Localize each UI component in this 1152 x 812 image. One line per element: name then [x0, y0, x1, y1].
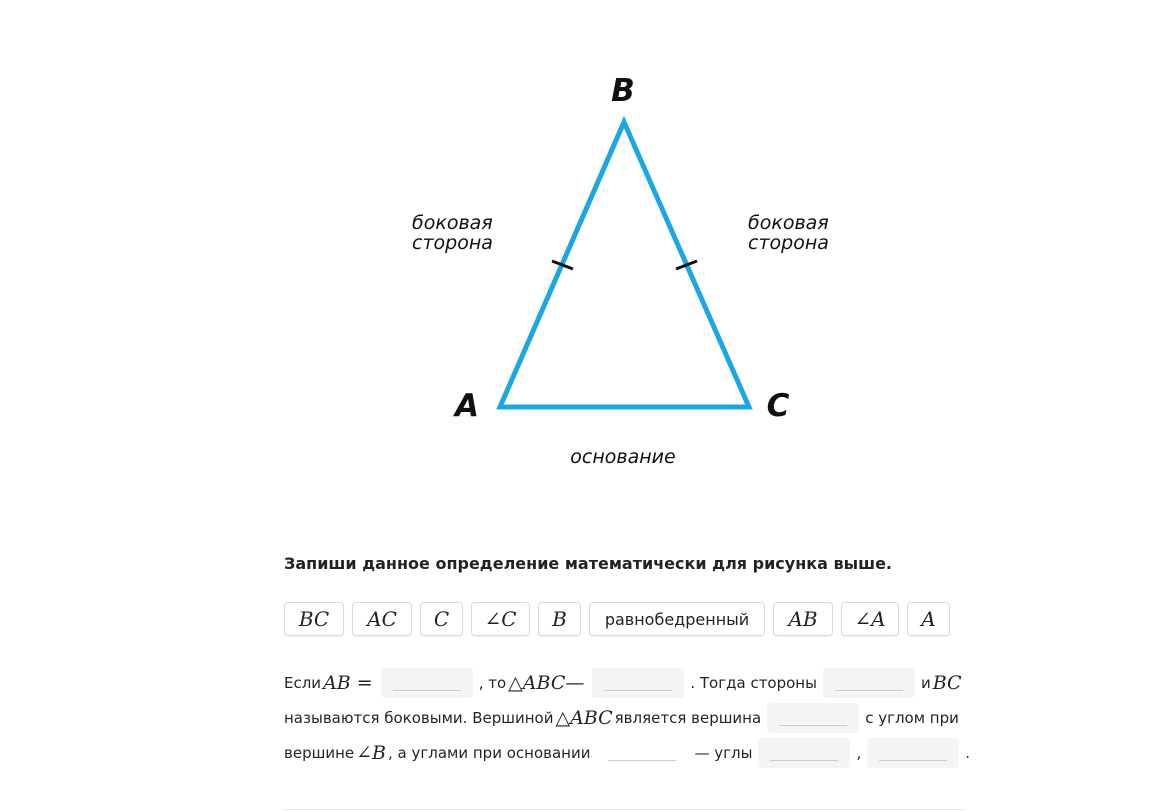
text-with-angle-at: с углом при — [865, 709, 959, 727]
left-side-label-line1: боковая — [412, 212, 493, 234]
blank-1[interactable] — [381, 668, 473, 698]
text-period: . — [965, 744, 970, 762]
blank-4[interactable] — [767, 703, 859, 733]
chip-angle-c[interactable]: ∠C — [471, 602, 530, 636]
task-prompt: Запиши данное определение математически для рисунка выше. — [284, 554, 893, 573]
vertex-label-b: B — [611, 73, 635, 109]
text-if: Если — [284, 674, 322, 692]
math-triangle-abc-2: △ABC — [555, 707, 613, 729]
chip-isosceles[interactable]: равнобедренный — [589, 602, 765, 636]
text-base-angles: , а углами при основании — [388, 744, 591, 762]
blank-2[interactable] — [592, 668, 684, 698]
blank-7[interactable] — [867, 738, 959, 768]
text-then-sides: . Тогда стороны — [690, 674, 817, 692]
text-is-vertex: является вершина — [614, 709, 762, 727]
math-bc: BC — [932, 672, 962, 694]
blank-5[interactable] — [596, 738, 688, 768]
chip-angle-a[interactable]: ∠A — [841, 602, 899, 636]
math-triangle-abc: △ABC— — [508, 672, 585, 694]
bottom-divider — [284, 809, 964, 810]
right-side-label-line1: боковая — [748, 212, 829, 234]
text-then: , то — [478, 674, 507, 692]
chip-a[interactable]: A — [907, 602, 950, 636]
math-ab-equals: AB = — [323, 672, 373, 694]
chip-bc[interactable]: BC — [284, 602, 344, 636]
text-comma: , — [856, 744, 862, 762]
blank-3[interactable] — [823, 668, 915, 698]
sentence-line-1 — [284, 668, 964, 698]
base-label: основание — [570, 446, 676, 468]
chip-ab[interactable]: AB — [773, 602, 833, 636]
triangle-outline — [500, 122, 749, 407]
blank-6[interactable] — [758, 738, 850, 768]
vertex-label-c: C — [766, 388, 790, 424]
sentence-line-2 — [284, 703, 959, 733]
text-angles: — углы — [694, 744, 753, 762]
left-side-label-line2: сторона — [412, 232, 493, 254]
text-vertex: вершине — [284, 744, 355, 762]
right-side-label-line2: сторона — [748, 232, 829, 254]
text-and: и — [920, 674, 931, 692]
sentence-line-3 — [284, 738, 970, 768]
math-angle-b: ∠B — [356, 742, 386, 764]
chip-ac[interactable]: AC — [352, 602, 412, 636]
text-called-lateral: называются боковыми. Вершиной — [284, 709, 554, 727]
vertex-label-a: A — [455, 388, 479, 424]
chip-c[interactable]: C — [420, 602, 463, 636]
chip-b[interactable]: B — [538, 602, 581, 636]
